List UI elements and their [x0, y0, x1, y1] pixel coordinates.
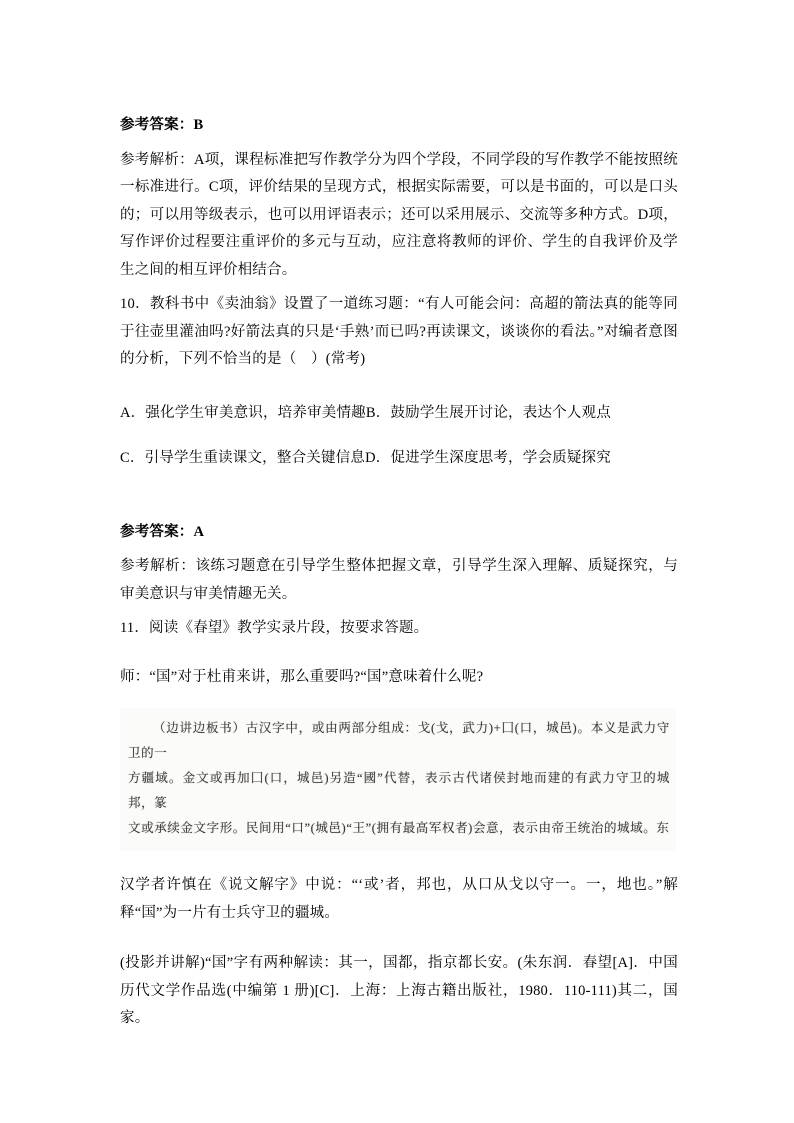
xushen-citation-paragraph: 汉学者许慎在《说文解字》中说：“‘或’者，邦也，从口从戈以守一。一，地也。”解释“国”为一片有士兵守卫的疆城。 — [120, 877, 678, 921]
analysis-paragraph-b: 参考解析：A项，课程标准把写作教学分为四个学段，不同学段的写作教学不能按照统一标准进行。C项，评价结果的呈现方式，根据实际需要，可以是书面的，可以是口头的；可以用等级表示，也可以用评语表示；还可以采用展示、交流等多种方式。D项，写作评价过程要注重评价的多元与互动，应注意将教师的评价、学生的自我评价及学生之间的相互评价相结合。 — [120, 151, 678, 278]
question-10-options-ab: A．强化学生审美意识，培养审美情趣B．鼓励学生展开讨论，表达个人观点 — [120, 404, 611, 421]
scanned-blackboard-note-image — [120, 708, 676, 851]
teacher-dialogue-line: 师：“国”对于杜甫来讲，那么重要吗?“国”意味着什么呢? — [120, 668, 484, 685]
scan-text-line: 方疆域。金文或再加囗(口，城邑)另造“國”代替，表示古代诸侯封地而建的有武力守卫的城邦，篆 — [128, 771, 670, 810]
question-10: 10．教科书中《卖油翁》设置了一道练习题：“有人可能会问：高超的箭法真的能等同于往壶里灌油吗?好箭法真的只是‘手熟’而已吗?再读课文，谈谈你的看法。”对编者意图的分析，下列不恰当的是（ ）(常考) — [120, 296, 678, 367]
scan-text-line: （边讲边板书）古汉字中，或由两部分组成：戈(戈，武力)+囗(口，城邑)。本义是武力守卫的一 — [128, 721, 670, 760]
scan-text-line: 文或承续金文字形。民间用“口”(城邑)“王”(拥有最高军权者)会意，表示由帝王统治的城域。东 — [128, 821, 670, 835]
question-11: 11．阅读《春望》教学实录片段，按要求答题。 — [120, 620, 429, 636]
projection-explanation-paragraph: (投影并讲解)“国”字有两种解读：其一，国都，指京都长安。(朱东润．春望[A]．中国历代文学作品选(中编第 1 册)[C]．上海：上海古籍出版社，1980．110-111)其二，国家。 — [120, 955, 678, 1026]
answer-heading-a: 参考答案：A — [120, 523, 205, 540]
answer-heading-b: 参考答案：B — [120, 117, 204, 133]
analysis-paragraph-a: 参考解析：该练习题意在引导学生整体把握文章，引导学生深入理解、质疑探究，与审美意识与审美情趣无关。 — [120, 558, 678, 602]
question-10-options-cd: C．引导学生重读课文，整合关键信息D．促进学生深度思考，学会质疑探究 — [120, 450, 611, 466]
